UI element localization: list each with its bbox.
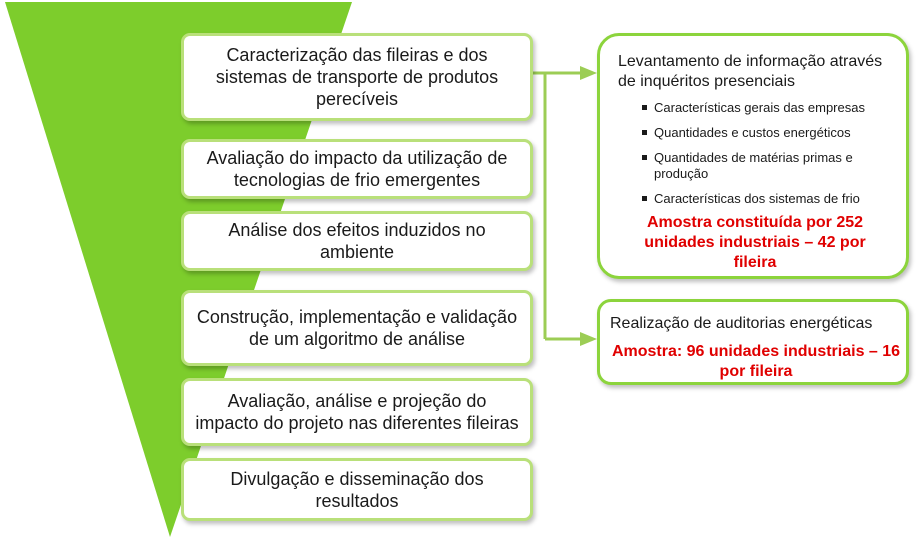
survey-title: Levantamento de informação através de inquéritos presenciais: [618, 53, 883, 90]
step-text: Avaliação, análise e projeção do impacto do projeto nas diferentes fileiras: [195, 391, 519, 433]
step-text: Caracterização das fileiras e dos sistemas de transporte de produtos perecíveis: [215, 45, 499, 109]
step-box-environment-analysis: [181, 211, 533, 271]
survey-bullet-item: Características dos sistemas de frio: [640, 191, 900, 207]
step-text: Construção, implementação e validação de um algoritmo de análise: [196, 307, 518, 349]
step-box-algorithm: [181, 290, 533, 366]
step-box-projection: [181, 378, 533, 446]
step-text: Divulgação e disseminação dos resultados: [230, 468, 484, 511]
step-text: Avaliação do impacto da utilização de tecnologias de frio emergentes: [206, 148, 508, 190]
audit-title: Realização de auditorias energéticas: [610, 315, 873, 332]
step-text: Análise dos efeitos induzidos no ambiente: [228, 220, 486, 262]
survey-bullet-item: Características gerais das empresas: [640, 100, 900, 116]
survey-bullet-list: [640, 100, 900, 216]
survey-bullet-item: Quantidades de matérias primas e produção: [640, 150, 900, 182]
step-box-impact-evaluation: [181, 139, 533, 199]
audit-sample-text: Amostra: 96 unidades industriais – 16 por fileira: [611, 343, 901, 380]
audit-box: [597, 299, 909, 385]
step-box-dissemination: [181, 458, 533, 521]
survey-box: [597, 33, 909, 279]
survey-bullet-item: Quantidades e custos energéticos: [640, 125, 900, 141]
step-box-characterization: [181, 33, 533, 121]
survey-sample-text: Amostra constituída por 252 unidades industriais – 42 por fileira: [644, 214, 866, 271]
